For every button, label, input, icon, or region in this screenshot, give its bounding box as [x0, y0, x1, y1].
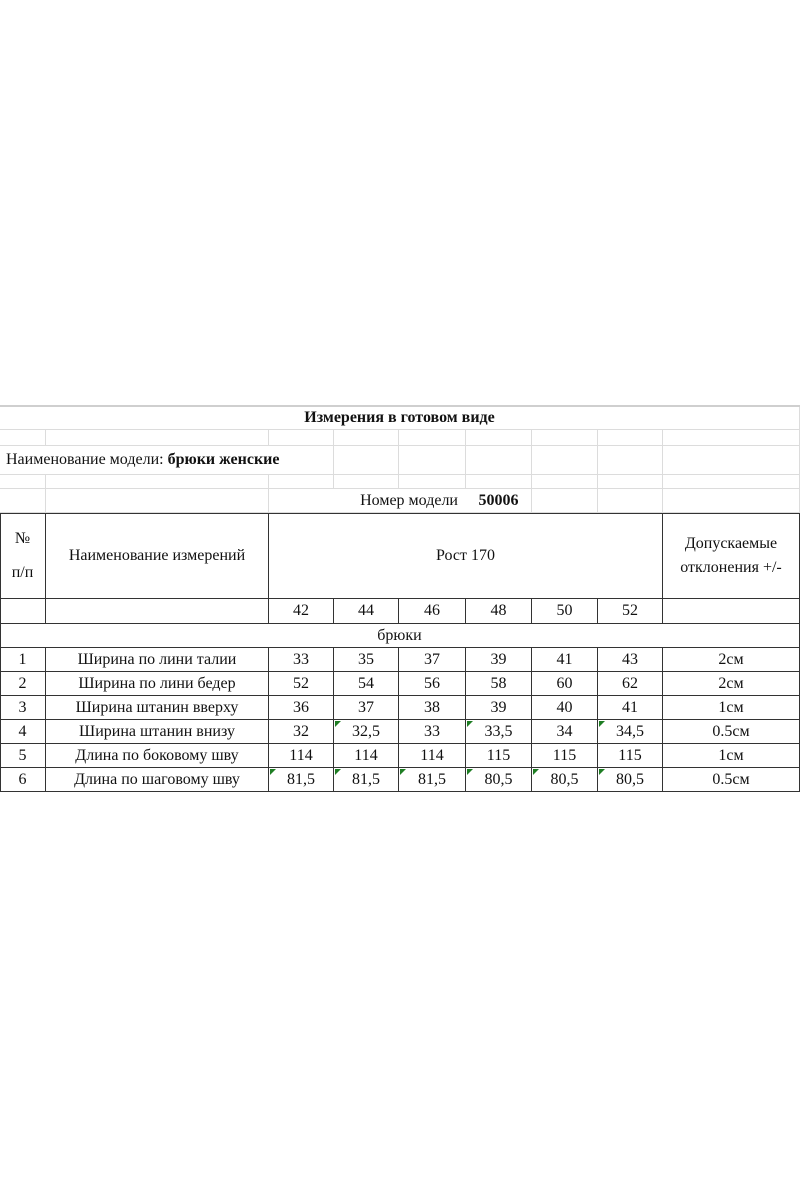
- header-tolerance: [663, 514, 800, 599]
- measurement-value-text: 58: [490, 674, 507, 692]
- measurement-value: [399, 720, 466, 744]
- measurement-value-text: 114: [289, 746, 313, 764]
- section-label: [0, 624, 800, 648]
- section-label-text: брюки: [377, 626, 422, 644]
- empty-cell: [532, 430, 598, 446]
- header-measurement-name-text: Наименование измерений: [68, 547, 246, 564]
- size-header: [466, 599, 532, 624]
- measurement-value: [532, 672, 598, 696]
- measurement-value: [598, 744, 663, 768]
- tolerance-value: [663, 672, 800, 696]
- measurement-name-text: Длина по шаговому шву: [74, 770, 240, 788]
- measurement-name-text: Длина по боковому шву: [75, 746, 239, 764]
- measurement-name-text: Ширина штанин вверху: [75, 698, 239, 716]
- model-name-cell: [0, 446, 334, 475]
- measurement-name-text: Ширина по лини бедер: [78, 674, 236, 692]
- tolerance-value-text: 1см: [718, 698, 744, 716]
- size-label: 42: [293, 602, 309, 619]
- empty-cell: [598, 475, 663, 489]
- measurement-value: [598, 720, 663, 744]
- tolerance-value: [663, 696, 800, 720]
- measurement-value-text: 32: [293, 722, 309, 740]
- measurement-value: [334, 744, 399, 768]
- model-number-label-text: Номер модели: [360, 491, 458, 509]
- measurement-name: [46, 696, 269, 720]
- size-header: [532, 599, 598, 624]
- measurement-value-text: 41: [622, 698, 638, 716]
- row-number: [0, 696, 46, 720]
- empty-cell: [663, 446, 800, 475]
- measurement-value: [399, 696, 466, 720]
- row-number-text: 2: [18, 674, 27, 692]
- measurement-value-text: 62: [622, 674, 638, 692]
- measurement-value: [532, 768, 598, 792]
- measurement-name: [46, 648, 269, 672]
- measurement-value: [269, 696, 334, 720]
- tolerance-value-text: 2см: [718, 650, 744, 668]
- empty-cell: [0, 430, 46, 446]
- empty-cell: [46, 475, 269, 489]
- header-tolerance-line1: Допускаемые: [684, 535, 778, 552]
- measurement-value-text: 34: [556, 722, 573, 740]
- tolerance-value: [663, 720, 800, 744]
- measurement-value-text: 34,5: [616, 722, 644, 740]
- tolerance-value-text: 2см: [718, 674, 744, 692]
- measurement-value-text: 43: [622, 650, 638, 668]
- measurement-value-text: 52: [293, 674, 309, 692]
- measurement-value: [532, 720, 598, 744]
- measurement-value-text: 36: [293, 698, 309, 716]
- empty-cell: [399, 475, 466, 489]
- measurement-value-text: 38: [424, 698, 440, 716]
- measurement-value-text: 81,5: [287, 770, 315, 788]
- row-number: [0, 648, 46, 672]
- measurement-value-text: 35: [358, 650, 374, 668]
- size-label: 50: [556, 602, 573, 619]
- measurement-value-text: 80,5: [550, 770, 579, 788]
- measurement-name: [46, 744, 269, 768]
- empty-cell: [334, 430, 399, 446]
- measurement-value: [269, 744, 334, 768]
- measurement-value-text: 37: [424, 650, 440, 668]
- measurement-value-text: 39: [490, 650, 507, 668]
- measurement-value: [269, 768, 334, 792]
- measurement-value: [399, 744, 466, 768]
- size-header: [598, 599, 663, 624]
- header-number: [0, 514, 46, 599]
- row-number: [0, 720, 46, 744]
- size-label: 48: [490, 602, 507, 619]
- empty-cell: [46, 489, 269, 513]
- row-number-text: 4: [18, 722, 27, 740]
- measurement-value: [466, 648, 532, 672]
- measurement-value-text: 33: [293, 650, 309, 668]
- empty-cell: [532, 446, 598, 475]
- empty-cell: [663, 430, 800, 446]
- empty-cell: [0, 489, 46, 513]
- size-label: 44: [358, 602, 374, 619]
- empty-cell: [532, 489, 598, 513]
- size-header: [334, 599, 399, 624]
- header-number-pp: п/п: [11, 564, 34, 581]
- empty-cell: [663, 475, 800, 489]
- header-tolerance-line2: отклонения +/-: [680, 559, 782, 576]
- measurement-value: [334, 768, 399, 792]
- measurement-name: [46, 720, 269, 744]
- empty-cell: [466, 446, 532, 475]
- row-number-text: 1: [18, 650, 27, 668]
- measurement-value: [334, 648, 399, 672]
- sheet-title-text: Измерения в готовом виде: [304, 409, 495, 426]
- measurement-name-text: Ширина штанин внизу: [79, 722, 235, 740]
- empty-cell: [466, 430, 532, 446]
- header-height: [269, 514, 663, 599]
- measurement-value: [466, 744, 532, 768]
- model-number-value: [466, 489, 532, 513]
- size-header: [399, 599, 466, 624]
- tolerance-value: [663, 648, 800, 672]
- tolerance-value: [663, 744, 800, 768]
- empty-cell: [598, 489, 663, 513]
- measurement-value-text: 115: [618, 746, 642, 764]
- sheet-title: [0, 407, 800, 430]
- measurement-value: [598, 768, 663, 792]
- measurement-value: [466, 672, 532, 696]
- measurement-name: [46, 672, 269, 696]
- empty-cell: [269, 475, 334, 489]
- measurement-value-text: 41: [556, 650, 573, 668]
- empty-cell: [0, 475, 46, 489]
- size-label: 46: [424, 602, 440, 619]
- measurement-value: [598, 672, 663, 696]
- empty-cell: [46, 599, 269, 624]
- header-measurement-name: [46, 514, 269, 599]
- measurement-name: [46, 768, 269, 792]
- measurement-value-text: 114: [420, 746, 444, 764]
- empty-cell: [663, 489, 800, 513]
- size-label: 52: [622, 602, 638, 619]
- measurement-value-text: 33: [424, 722, 440, 740]
- measurement-value-text: 37: [358, 698, 374, 716]
- row-number: [0, 744, 46, 768]
- row-number: [0, 672, 46, 696]
- model-number-label: [269, 489, 466, 513]
- measurement-value: [532, 696, 598, 720]
- measurement-value-text: 115: [486, 746, 511, 764]
- measurement-value-text: 80,5: [484, 770, 513, 788]
- measurement-value: [466, 696, 532, 720]
- row-number-text: 5: [18, 746, 27, 764]
- model-name-value: брюки женские: [167, 451, 280, 468]
- row-number-text: 3: [18, 698, 27, 716]
- measurement-value: [532, 744, 598, 768]
- empty-cell: [399, 446, 466, 475]
- measurement-value: [466, 720, 532, 744]
- measurement-value: [598, 648, 663, 672]
- measurement-name-text: Ширина по лини талии: [77, 650, 237, 668]
- measurement-value: [269, 648, 334, 672]
- empty-cell: [334, 475, 399, 489]
- measurement-value: [334, 672, 399, 696]
- row-number: [0, 768, 46, 792]
- empty-cell: [0, 599, 46, 624]
- measurement-value: [466, 768, 532, 792]
- empty-cell: [334, 446, 399, 475]
- empty-cell: [466, 475, 532, 489]
- tolerance-value-text: 0.5см: [712, 722, 750, 740]
- measurement-value: [399, 672, 466, 696]
- row-number-text: 6: [18, 770, 27, 788]
- measurement-value-text: 60: [556, 674, 573, 692]
- model-name-label: Наименование модели:: [6, 451, 164, 468]
- tolerance-value-text: 0.5см: [712, 770, 750, 788]
- measurement-value-text: 115: [552, 746, 577, 764]
- measurement-value: [334, 720, 399, 744]
- measurement-value-text: 39: [490, 698, 507, 716]
- measurement-value: [598, 696, 663, 720]
- measurement-value-text: 81,5: [418, 770, 446, 788]
- empty-cell: [399, 430, 466, 446]
- empty-cell: [598, 446, 663, 475]
- measurement-value-text: 40: [556, 698, 573, 716]
- measurement-value: [399, 648, 466, 672]
- measurement-value: [399, 768, 466, 792]
- measurement-value: [334, 696, 399, 720]
- header-height-text: Рост 170: [436, 547, 495, 564]
- tolerance-value: [663, 768, 800, 792]
- empty-cell: [46, 430, 269, 446]
- empty-cell: [269, 430, 334, 446]
- tolerance-value-text: 1см: [718, 746, 744, 764]
- measurement-value-text: 56: [424, 674, 440, 692]
- empty-cell: [598, 430, 663, 446]
- header-number-symbol: №: [14, 530, 31, 547]
- measurement-value-text: 32,5: [352, 722, 380, 740]
- measurement-value-text: 81,5: [352, 770, 380, 788]
- measurement-value: [269, 672, 334, 696]
- measurement-value-text: 80,5: [616, 770, 644, 788]
- measurement-value-text: 33,5: [484, 722, 513, 740]
- measurement-value: [532, 648, 598, 672]
- measurement-value-text: 54: [358, 674, 374, 692]
- model-number-value-text: 50006: [478, 491, 519, 509]
- empty-cell: [532, 475, 598, 489]
- measurement-value: [269, 720, 334, 744]
- empty-cell: [663, 599, 800, 624]
- measurement-table: [0, 513, 800, 792]
- measurement-value-text: 114: [354, 746, 378, 764]
- size-header: [269, 599, 334, 624]
